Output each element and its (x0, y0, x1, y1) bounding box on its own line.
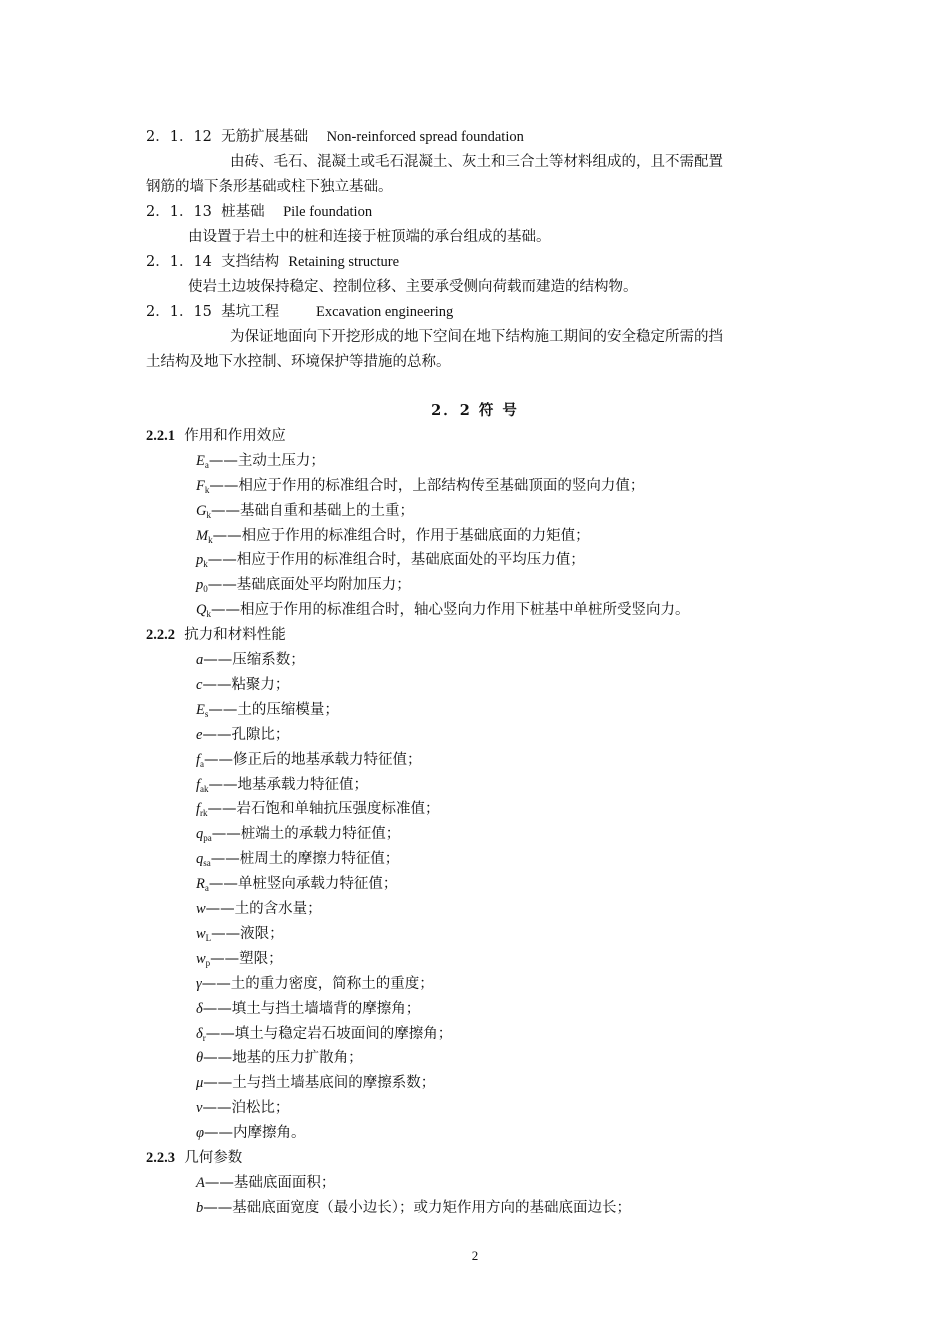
subsection-number: 2.2.3 (146, 1150, 175, 1166)
symbol-variable: c (196, 677, 203, 693)
symbol-description: ——岩石饱和单轴抗压强度标准值； (207, 801, 440, 817)
symbol-description: ——基础底面面积； (204, 1175, 336, 1191)
symbol-entry (196, 849, 399, 873)
symbol-variable: δ (196, 1026, 203, 1042)
symbol-entry (196, 924, 284, 948)
symbol-entry (196, 1098, 289, 1118)
symbol-description: ——粘聚力； (202, 677, 290, 693)
symbol-entry (196, 974, 434, 994)
term-heading: 2．1．14 支挡结构 Retaining structure (146, 254, 400, 270)
symbol-entry (196, 824, 400, 848)
symbol-description: ——泊松比； (202, 1100, 290, 1116)
symbol-description: ——基础底面处平均附加压力； (207, 577, 411, 593)
symbol-subscript: p (205, 958, 211, 968)
symbol-variable: M (196, 528, 209, 544)
symbol-entry (196, 1198, 631, 1218)
symbol-subscript: k (204, 485, 210, 495)
symbol-description: ——地基的压力扩散角； (203, 1050, 363, 1066)
symbol-variable: θ (196, 1050, 204, 1066)
symbol-entry (196, 874, 397, 898)
section-title: 2．2 符 号 (431, 402, 519, 419)
symbol-variable: A (196, 1175, 205, 1191)
symbol-entry (196, 775, 368, 799)
term-heading: 2．1．13 桩基础 Pile foundation (146, 204, 373, 220)
symbol-entry (196, 526, 590, 550)
symbol-subscript: L (205, 933, 212, 943)
symbol-entry (196, 501, 414, 525)
symbol-subscript: k (203, 559, 208, 569)
symbol-variable: G (196, 503, 207, 519)
symbol-description: ——填土与挡土墙墙背的摩擦角； (202, 1001, 421, 1017)
term-definition: 由设置于岩土中的桩和连接于桩顶端的承台组成的基础。 (188, 229, 551, 245)
symbol-description: ——相应于作用的标准组合时，基础底面处的平均压力值； (207, 552, 585, 568)
term-heading: 2．1．12 无筋扩展基础 Non-reinforced spread foundation (146, 129, 524, 145)
symbol-entry (196, 575, 411, 599)
symbol-variable: γ (196, 976, 202, 992)
term-definition: 土结构及地下水控制、环境保护等措施的总称。 (146, 354, 451, 370)
symbol-variable: φ (196, 1125, 205, 1141)
symbol-entry (196, 700, 339, 724)
symbol-variable: f (196, 777, 201, 793)
symbol-variable: R (196, 876, 205, 892)
symbol-entry (196, 750, 422, 774)
subsection-heading (146, 1148, 242, 1168)
symbol-description: ——土的重力密度，简称土的重度； (201, 976, 434, 992)
subsection-title: 抗力和材料性能 (184, 627, 286, 643)
subsection-heading (146, 426, 286, 446)
symbol-subscript: k (206, 609, 211, 619)
symbol-variable: q (196, 826, 204, 842)
page-number: 2 (471, 1248, 479, 1263)
symbol-variable: w (196, 951, 206, 967)
symbol-subscript: a (204, 883, 209, 893)
symbol-entry (196, 899, 322, 919)
subsection-title: 几何参数 (184, 1150, 243, 1166)
symbol-entry (196, 675, 289, 695)
symbol-variable: ν (196, 1100, 203, 1116)
symbol-description: ——液限； (211, 926, 284, 942)
symbol-subscript: 0 (203, 584, 208, 594)
subsection-number: 2.2.2 (146, 627, 175, 643)
symbol-description: ——土的压缩模量； (208, 702, 339, 718)
term-definition: 由砖、毛石、混凝土或毛石混凝土、灰土和三合土等材料组成的，且不需配置 (230, 154, 723, 170)
symbol-entry (196, 451, 325, 475)
term-definition: 钢筋的墙下条形基础或柱下独立基础。 (146, 179, 393, 195)
symbol-description: ——桩端土的承载力特征值； (211, 826, 401, 842)
symbol-subscript: a (204, 460, 209, 470)
term-heading: 2．1．15 基坑工程 Excavation engineering (146, 304, 454, 320)
symbol-description: ——基础自重和基础上的土重； (210, 503, 414, 519)
symbol-subscript: a (200, 759, 205, 769)
symbol-description: ——土与挡土墙基底间的摩擦系数； (203, 1075, 436, 1091)
symbol-description: ——土的含水量； (205, 901, 322, 917)
symbol-variable: f (196, 752, 201, 768)
symbol-description: ——地基承载力特征值； (208, 777, 369, 793)
symbol-variable: p (196, 577, 204, 593)
symbol-description: ——相应于作用的标准组合时，轴心竖向力作用下桩基中单桩所受竖向力。 (210, 602, 690, 618)
symbol-variable: e (196, 727, 203, 743)
symbol-variable: f (196, 801, 201, 817)
symbol-subscript: ak (200, 784, 209, 794)
symbol-subscript: r (202, 1033, 206, 1043)
symbol-subscript: pa (203, 833, 212, 843)
symbol-entry (196, 725, 289, 745)
symbol-entry (196, 949, 283, 973)
symbol-description: ——修正后的地基承载力特征值； (204, 752, 422, 768)
symbol-subscript: rk (200, 808, 208, 818)
symbol-variable: w (196, 901, 206, 917)
symbol-entry (196, 799, 440, 823)
symbol-entry (196, 650, 305, 670)
symbol-variable: p (196, 552, 204, 568)
symbol-subscript: sa (203, 858, 211, 868)
symbol-variable: F (196, 478, 205, 494)
subsection-title: 作用和作用效应 (184, 428, 286, 444)
symbol-description: ——单桩竖向承载力特征值； (208, 876, 398, 892)
symbol-description: ——相应于作用的标准组合时，上部结构传至基础顶面的竖向力值； (209, 478, 645, 494)
symbol-entry (196, 999, 420, 1019)
symbol-variable: μ (196, 1075, 204, 1091)
symbol-entry (196, 600, 689, 624)
term-definition: 为保证地面向下开挖形成的地下空间在地下结构施工期间的安全稳定所需的挡 (230, 329, 723, 345)
symbol-subscript: k (206, 510, 211, 520)
symbol-description: ——填土与稳定岩石坡面间的摩擦角； (205, 1026, 453, 1042)
symbol-variable: w (196, 926, 206, 942)
symbol-description: ——孔隙比； (202, 727, 290, 743)
symbol-variable: a (196, 652, 204, 668)
symbol-entry (196, 476, 644, 500)
symbol-subscript: k (208, 535, 213, 545)
symbol-entry (196, 1123, 306, 1143)
symbol-variable: E (196, 702, 205, 718)
symbol-variable: E (196, 453, 205, 469)
subsection-number: 2.2.1 (146, 428, 175, 444)
symbol-entry (196, 1073, 435, 1093)
symbol-description: ——塑限； (210, 951, 283, 967)
symbol-entry (196, 1024, 452, 1048)
symbol-description: ——相应于作用的标准组合时，作用于基础底面的力矩值； (212, 528, 590, 544)
symbol-variable: δ (196, 1001, 203, 1017)
symbol-entry (196, 550, 585, 574)
symbol-description: ——内摩擦角。 (204, 1125, 306, 1141)
symbol-description: ——主动土压力； (208, 453, 325, 469)
term-definition: 使岩土边坡保持稳定、控制位移、主要承受侧向荷载而建造的结构物。 (188, 279, 638, 295)
symbol-variable: Q (196, 602, 207, 618)
symbol-description: ——桩周土的摩擦力特征值； (210, 851, 400, 867)
symbol-entry (196, 1173, 335, 1193)
subsection-heading (146, 625, 286, 645)
symbol-description: ——基础底面宽度（最小边长）；或力矩作用方向的基础底面边长； (203, 1200, 631, 1216)
symbol-variable: b (196, 1200, 204, 1216)
symbol-entry (196, 1048, 363, 1068)
symbol-variable: q (196, 851, 204, 867)
symbol-description: ——压缩系数； (203, 652, 305, 668)
symbol-subscript: s (204, 709, 209, 719)
